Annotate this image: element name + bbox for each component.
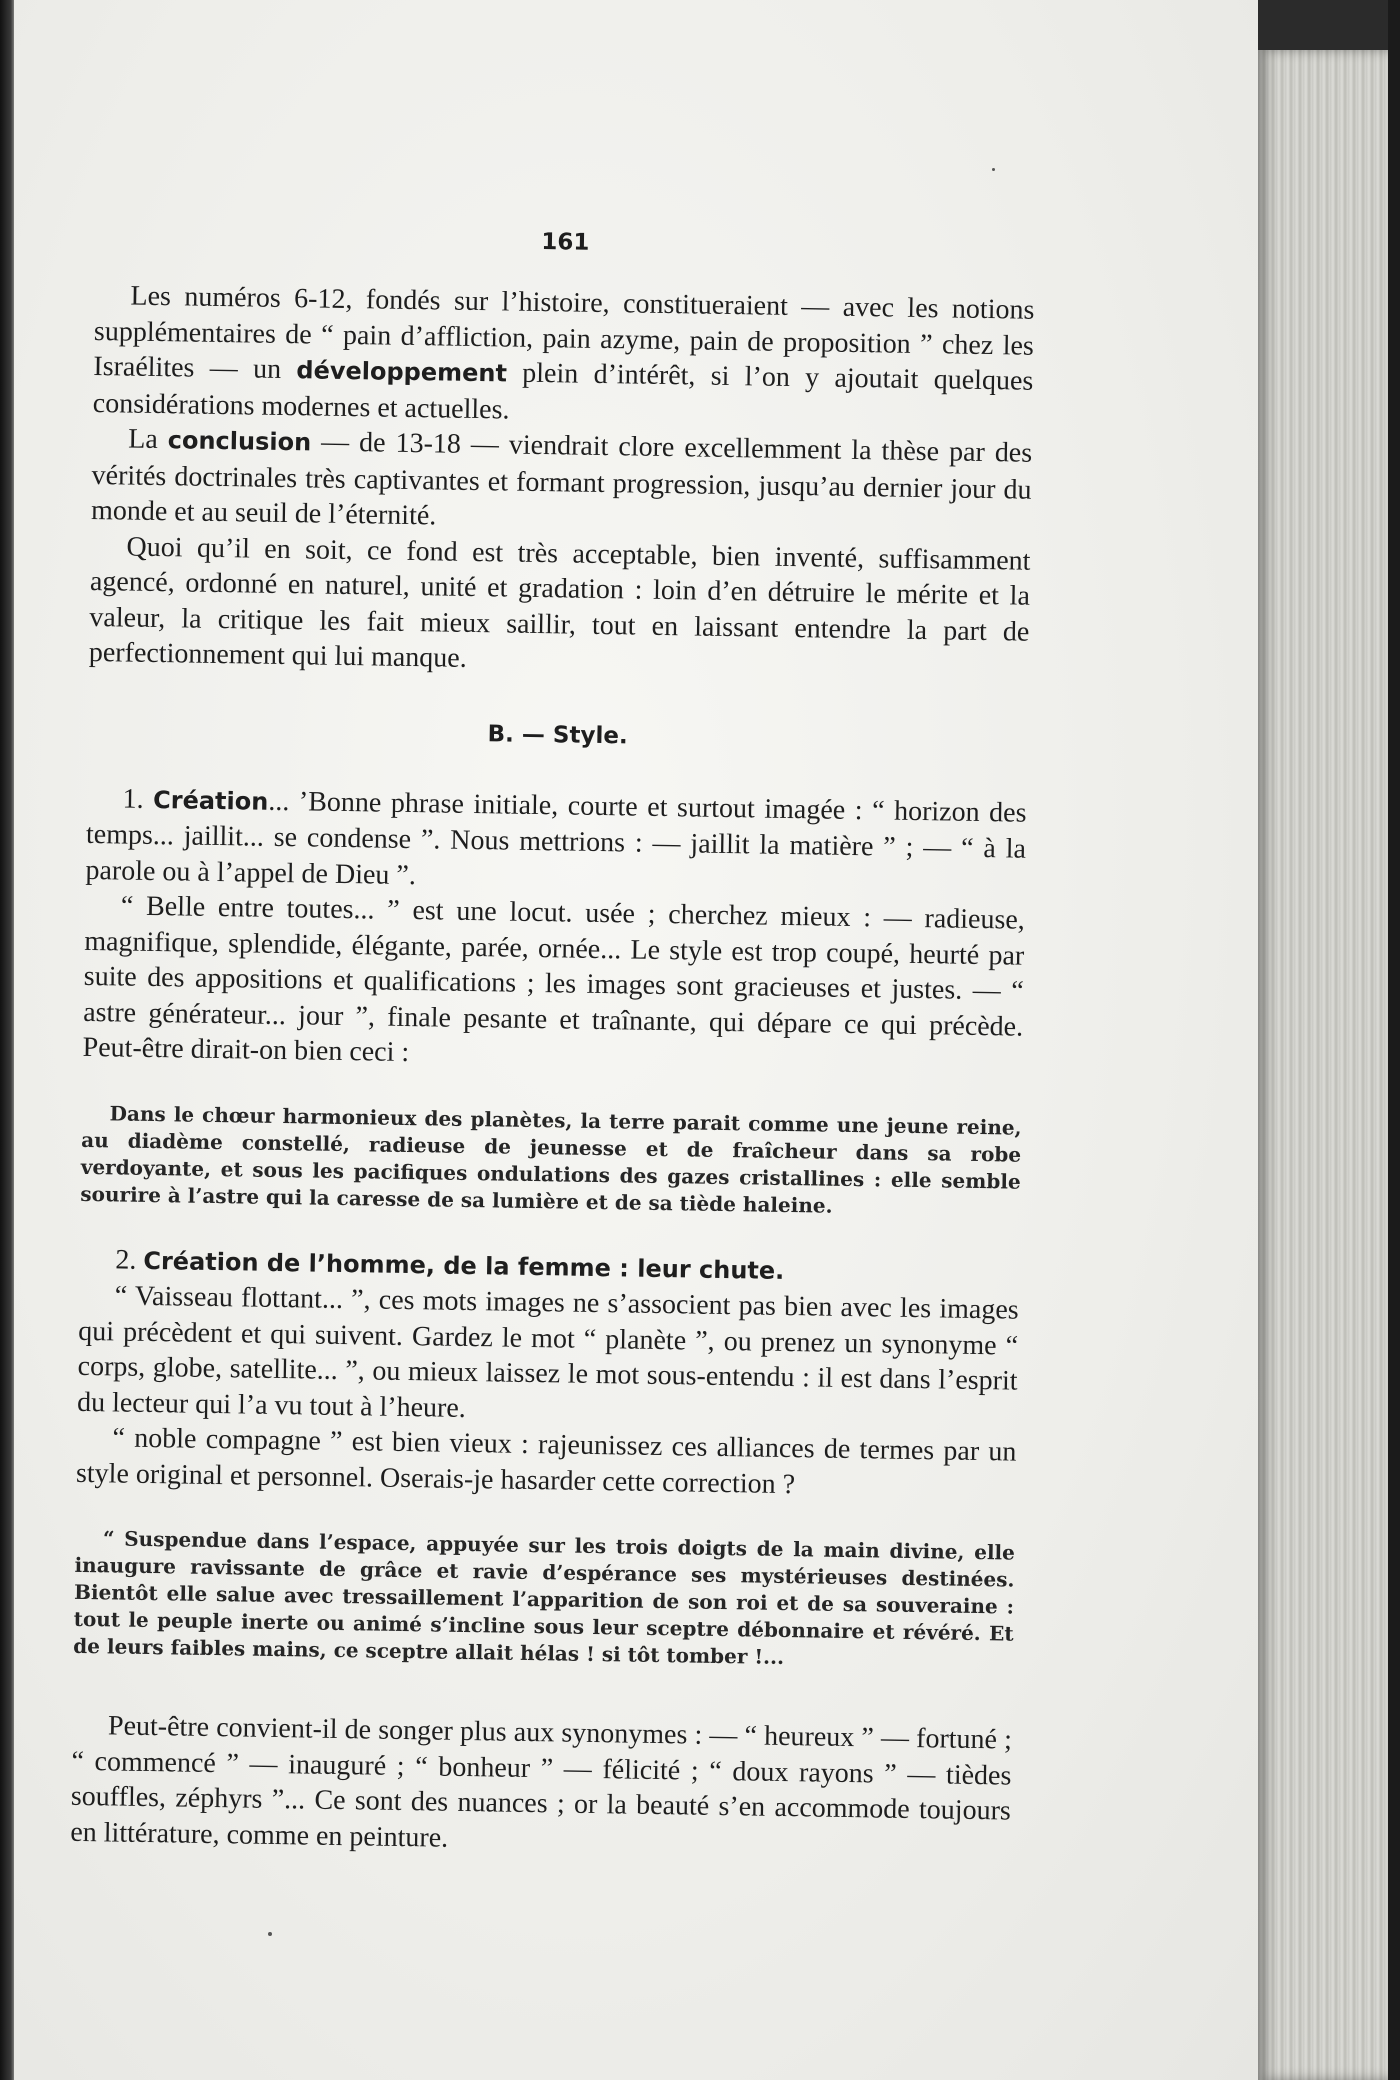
paragraph-noble-compagne: “ noble compagne ” est bien vieux : rajeunissez ces alliances de termes par un style original et personnel. Oserais-je hasarder cette correction ?: [75, 1422, 1017, 1500]
paragraph-quoi-qu-il: Quoi qu’il en soit, ce fond est très acceptable, bien inventé, suffisamment agencé, ordonné en naturel, unité et gradation : loin d’en détruire le mérite et la valeur, la critique les fait mieux saillir, tout en laissant entendre la part de perfectionnement qui lui manque.: [88, 531, 1031, 674]
paragraph-vaisseau: “ Vaisseau flottant... ”, ces mots images ne s’associent pas bien avec les images qui précèdent et qui suivent. Gardez le mot “ planète ”, ou prenez un synonyme “ corps, globe, satellite... ”, ou mieux laissez le mot sous-entendu : il est dans l’esprit du lecteur qui l’a vu tout à l’heure.: [76, 1280, 1019, 1424]
paragraph-text: La: [128, 423, 169, 456]
paragraph-synonymes: Peut-être convient-il de songer plus aux synonymes : — “ heureux ” — fortuné ; “ commencé ” — inauguré ; “ bonheur ” — félicité ; “ doux rayons ” — tièdes souffles, zéphyrs ”... Ce sont des nuances ; or la beauté s’en accommode toujours en littérature, comme en peinture.: [70, 1710, 1013, 1854]
bold-term: conclusion: [167, 426, 312, 457]
section-number: 1.: [122, 782, 144, 815]
section-number: 2.: [115, 1243, 137, 1276]
paragraph-belle-entre-toutes: “ Belle entre toutes... ” est une locut. usée ; cherchez mieux : — radieuse, magnifique, splendide, élégante, parée, ornée... Le style est trop coupé, heurté par suite des appositions et qualifications ; les images sont gracieuses et justes. — “ astre générateur... jour ”, finale pesante et traînante, qui dépare ce qui précède. Peut-être dirait-on bien ceci :: [82, 890, 1026, 1069]
page-number: 161: [541, 229, 590, 256]
page-stack-edge: [1258, 50, 1388, 2080]
section-heading: B. — Style.: [487, 720, 628, 749]
section-title: Création de l’homme, de la femme : leur chute.: [143, 1246, 785, 1285]
bold-term: développement: [296, 356, 508, 388]
paragraph-text: Les numéros 6-12, fondés sur l’histoire, constitueraient — avec les notions supplémentaires de “ pain d’affliction, pain azyme, pain de proposition ” chez les Israélites — un: [93, 280, 1035, 386]
paragraph-text: ... ’Bonne phrase initiale, courte et surtout imagée : “ horizon des temps... jaillit... se condense ”. Nous mettrions : — jaillit la matière ” ; — “ à la parole ou à l’appel de Dieu ”.: [85, 785, 1027, 891]
example-passage: Dans le chœur harmonieux des planètes, la terre parait comme une jeune reine, au diadème constellé, radieuse de jeunesse et de fraîcheur dans sa robe verdoyante, et sous les pacifiques ondulations des gazes cristallines : elle semble sourire à l’astre qui la caresse de sa lumière et de sa tiède haleine.: [80, 1100, 1022, 1218]
paragraph-conclusion: [91, 421, 1033, 543]
background-corner: [1258, 0, 1400, 50]
ink-speck: [268, 1932, 272, 1936]
example-passage: “ Suspendue dans l’espace, appuyée sur les trois doigts de la main divine, elle inaugure ravissante de grâce et ravie d’espérance ses mystérieuses destinées. Bientôt elle salue avec tressaillement l’apparition de son roi et de sa souveraine : tout le peuple inerte ou animé s’incline sous leur sceptre débonnaire et révéré. Et de leurs faibles mains, ce sceptre allait hélas ! si tôt tomber !...: [73, 1526, 1016, 1669]
paragraph-developpement: [93, 278, 1035, 436]
paragraph-text: — de 13-18 — viendrait clore excellemment la thèse par des vérités doctrinales très captivantes et formant progression, jusqu’au dernier jour du monde et au seuil de l’éternité.: [90, 426, 1033, 532]
paragraph-creation: [85, 780, 1027, 902]
paragraph-text: plein d’intérêt, si l’on y ajoutait quelques considérations modernes et actuelles.: [92, 357, 1034, 426]
ink-speck: [992, 168, 995, 171]
section-title: Création: [152, 785, 269, 816]
page-content: [70, 200, 1036, 1865]
background-edge: [1388, 0, 1400, 2080]
